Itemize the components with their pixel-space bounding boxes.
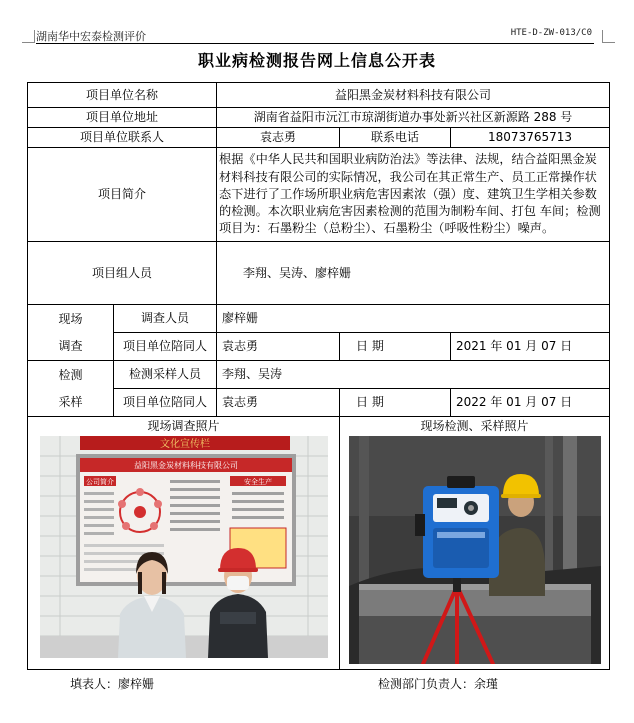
sampling-photo-cell bbox=[340, 417, 610, 670]
investigator-value: 廖梓姗 bbox=[217, 305, 610, 333]
header-doc-code: HTE-D-ZW-013/C0 bbox=[510, 28, 592, 38]
row-sampling-escort bbox=[28, 389, 610, 417]
team-value: 李翔、吴涛、廖梓姗 bbox=[217, 242, 610, 305]
sampling-photo-image bbox=[349, 436, 601, 664]
survey-photo bbox=[40, 436, 328, 658]
info-table bbox=[27, 82, 610, 670]
team-label: 项目组人员 bbox=[28, 242, 217, 305]
footer-manager: 检测部门负责人：余瑾 bbox=[378, 677, 499, 691]
investigator-label: 调查人员 bbox=[114, 305, 217, 333]
sampling-label-top: 检测 bbox=[28, 361, 114, 389]
phone-value: 18073765713 bbox=[451, 128, 610, 148]
page-title: 职业病检测报告网上信息公开表 bbox=[197, 51, 436, 70]
row-team bbox=[28, 242, 610, 305]
sampling-escort-label: 项目单位陪同人 bbox=[114, 389, 217, 417]
board-top-banner-text: 文化宣传栏 bbox=[159, 439, 210, 450]
board-title-text: 益阳黑金炭材料科技有限公司 bbox=[133, 461, 238, 470]
row-sampling-staff bbox=[28, 361, 610, 389]
address-value: 湖南省益阳市沅江市琼湖街道办事处新兴社区新源路 288 号 bbox=[217, 108, 610, 128]
sampler-value: 李翔、吴涛 bbox=[217, 361, 610, 389]
corner-mark-left bbox=[22, 30, 35, 43]
survey-date-label: 日 期 bbox=[340, 333, 451, 361]
sampler-label: 检测采样人员 bbox=[114, 361, 217, 389]
board-section-text: 公司简介 bbox=[85, 478, 114, 486]
sampling-date-value: 2022 年 01 月 07 日 bbox=[451, 389, 610, 417]
row-unit-name bbox=[28, 83, 610, 108]
header-rule bbox=[36, 43, 594, 44]
address-label: 项目单位地址 bbox=[28, 108, 217, 128]
sampling-date-label: 日 期 bbox=[340, 389, 451, 417]
sampling-photo bbox=[349, 436, 601, 664]
intro-label: 项目简介 bbox=[28, 148, 217, 242]
row-survey-escort bbox=[28, 333, 610, 361]
sampling-escort-value: 袁志勇 bbox=[217, 389, 340, 417]
row-contact bbox=[28, 128, 610, 148]
survey-label-bottom: 调查 bbox=[28, 333, 114, 361]
row-photos bbox=[28, 417, 610, 670]
sampling-label-bottom: 采样 bbox=[28, 389, 114, 417]
survey-label-top: 现场 bbox=[28, 305, 114, 333]
sampling-photo-caption: 现场检测、采样照片 bbox=[420, 419, 529, 433]
survey-photo-caption: 现场调查照片 bbox=[147, 419, 220, 433]
row-address bbox=[28, 108, 610, 128]
unit-name-label: 项目单位名称 bbox=[28, 83, 217, 108]
contact-value: 袁志勇 bbox=[217, 128, 340, 148]
survey-escort-value: 袁志勇 bbox=[217, 333, 340, 361]
intro-text: 根据《中华人民共和国职业病防治法》等法律、法规，结合益阳黑金炭材料科技有限公司的实际情况，我公司在其正常生产、员工正常操作状态下进行了工作场所职业病危害因素浓（强）度、建筑卫生学相关参数的检测。本次职业病危害因素检测的范围为制粉车间、打包 车间；检测项目为：石墨粉尘（总粉尘）、石墨粉尘（呼吸性粉尘）噪声。 bbox=[217, 148, 610, 242]
unit-name-value: 益阳黑金炭材料科技有限公司 bbox=[217, 83, 610, 108]
survey-date-value: 2021 年 01 月 07 日 bbox=[451, 333, 610, 361]
row-intro bbox=[28, 148, 610, 242]
row-survey-investigator bbox=[28, 305, 610, 333]
header-org: 湖南华中宏泰检测评价 bbox=[36, 30, 146, 43]
board-tag-text: 安全生产 bbox=[243, 478, 272, 486]
survey-photo-cell bbox=[28, 417, 340, 670]
footer-filler: 填表人：廖梓姗 bbox=[70, 677, 155, 691]
survey-photo-image bbox=[40, 436, 328, 658]
phone-label: 联系电话 bbox=[340, 128, 451, 148]
survey-escort-label: 项目单位陪同人 bbox=[114, 333, 217, 361]
contact-label: 项目单位联系人 bbox=[28, 128, 217, 148]
corner-mark-right bbox=[602, 30, 615, 43]
